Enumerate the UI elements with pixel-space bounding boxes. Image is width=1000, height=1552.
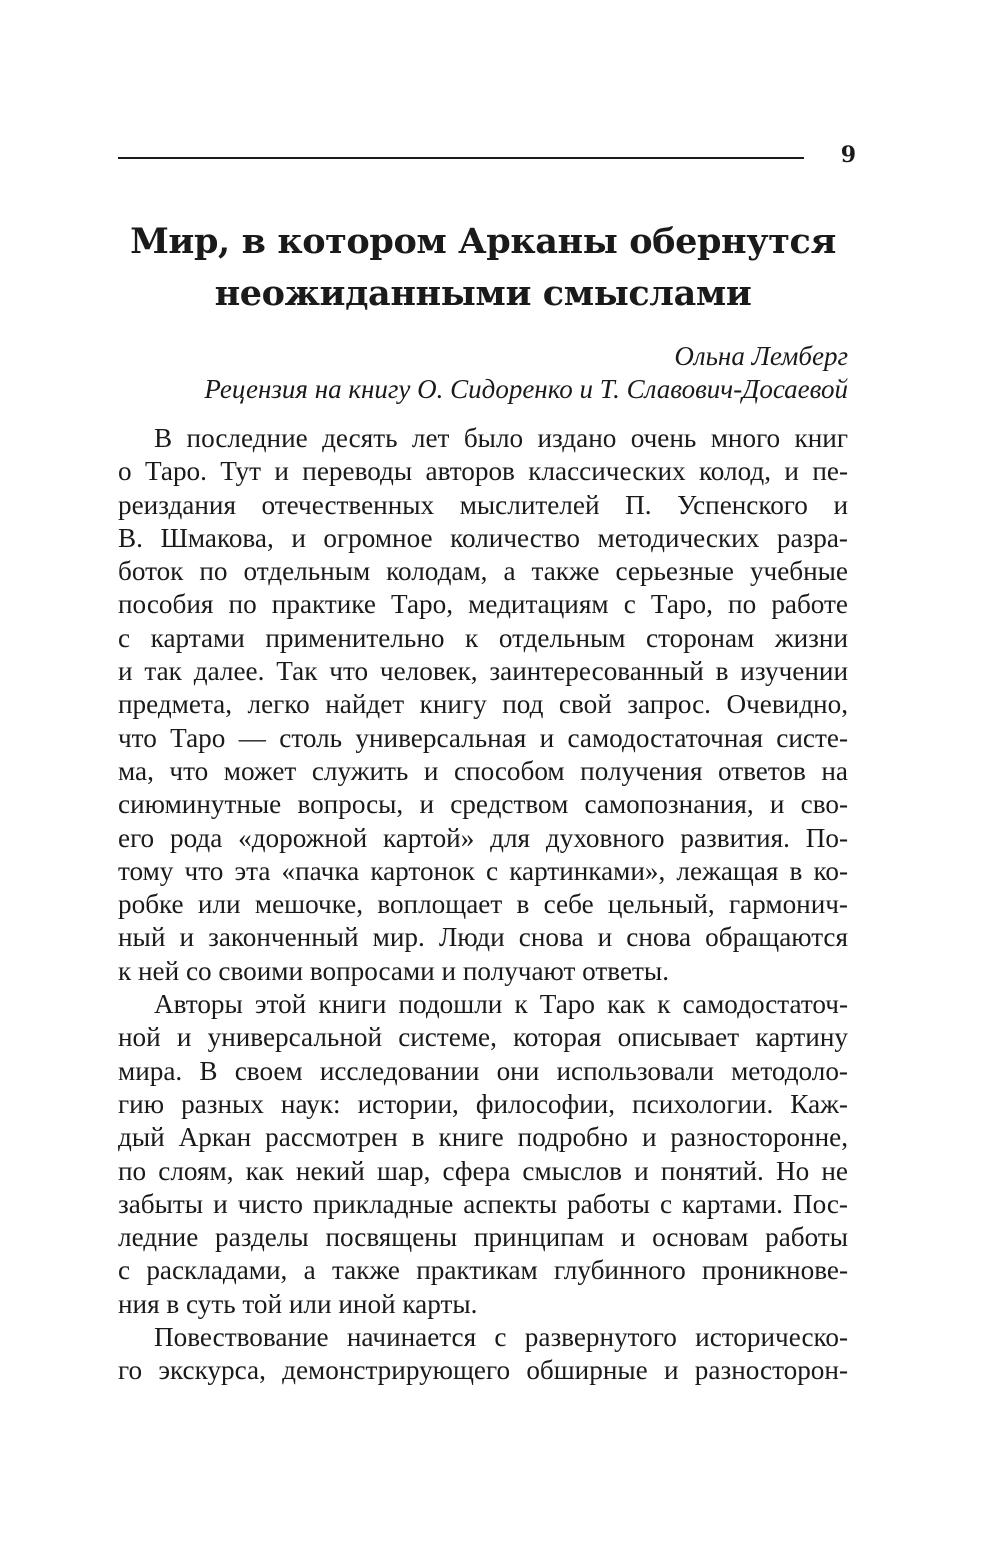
paragraph [118, 988, 848, 1321]
title-line: Мир, в котором Арканы обернутся [130, 221, 836, 262]
text-line: сиюминутные вопросы, и средством самопознания, и сво- [118, 789, 848, 820]
paragraph [118, 1321, 848, 1388]
text-line: ледние разделы посвящены принципам и основам работы [118, 1222, 848, 1253]
text-line: пособия по практике Таро, медитациям с Таро, по работе [118, 589, 848, 620]
text-line: ния в суть той или иной карты. [118, 1288, 478, 1319]
header-rule [118, 157, 804, 159]
text-line: го экскурса, демонстрирующего обширные и разносторон- [118, 1355, 848, 1386]
review-subtitle: Рецензия на книгу О. Сидоренко и Т. Славович-Досаевой [204, 374, 848, 404]
text-line: тому что эта «пачка картонок с картинками», лежащая в ко- [118, 855, 848, 886]
text-line: с картами применительно к отдельным сторонам жизни [118, 622, 848, 653]
text-line: дый Аркан рассмотрен в книге подробно и разносторонне, [118, 1122, 848, 1153]
text-line: реиздания отечественных мыслителей П. Успенского и [118, 489, 848, 520]
byline [118, 340, 848, 406]
text-line: боток по отдельным колодам, а также серьезные учебные [118, 556, 848, 587]
page-number: 9 [840, 142, 856, 168]
text-line: что Таро — столь универсальная и самодостаточная систе- [118, 722, 848, 753]
text-line: забыты и чисто прикладные аспекты работы с картами. Пос- [118, 1188, 848, 1219]
article-title [100, 216, 866, 320]
body-text [118, 422, 848, 1388]
text-line: и так далее. Так что человек, заинтересованный в изучении [118, 656, 848, 687]
text-line: с раскладами, а также практикам глубинного проникнове- [118, 1255, 848, 1286]
text-line: гию разных наук: истории, философии, психологии. Каж- [118, 1088, 848, 1119]
text-line: робке или мешочке, воплощает в себе цельный, гармонич- [118, 889, 848, 920]
author-name: Ольна Лемберг [674, 341, 848, 371]
paragraph [118, 422, 848, 988]
text-line: предмета, легко найдет книгу под свой запрос. Очевидно, [118, 689, 848, 720]
text-line: мира. В своем исследовании они использовали методоло- [118, 1055, 848, 1086]
text-line: Авторы этой книги подошли к Таро как к самодостаточ- [154, 989, 848, 1020]
text-line: Повествование начинается с развернутого историческо- [154, 1322, 848, 1353]
text-line: В последние десять лет было издано очень много книг [154, 423, 848, 453]
text-line: ный и законченный мир. Люди снова и снова обращаются [118, 922, 848, 953]
text-line: по слоям, как некий шар, сфера смыслов и понятий. Но не [118, 1155, 848, 1186]
text-line: В. Шмакова, и огромное количество методических разра- [118, 522, 848, 553]
text-line: ма, что может служить и способом получения ответов на [118, 755, 848, 786]
text-line: его рода «дорожной картой» для духовного развития. По- [118, 822, 848, 853]
text-line: к ней со своими вопросами и получают ответы. [118, 955, 669, 986]
text-line: о Таро. Тут и переводы авторов классических колод, и пе- [118, 456, 848, 487]
title-line: неожиданными смыслами [214, 273, 752, 314]
text-line: ной и универсальной системе, которая описывает картину [118, 1022, 848, 1053]
